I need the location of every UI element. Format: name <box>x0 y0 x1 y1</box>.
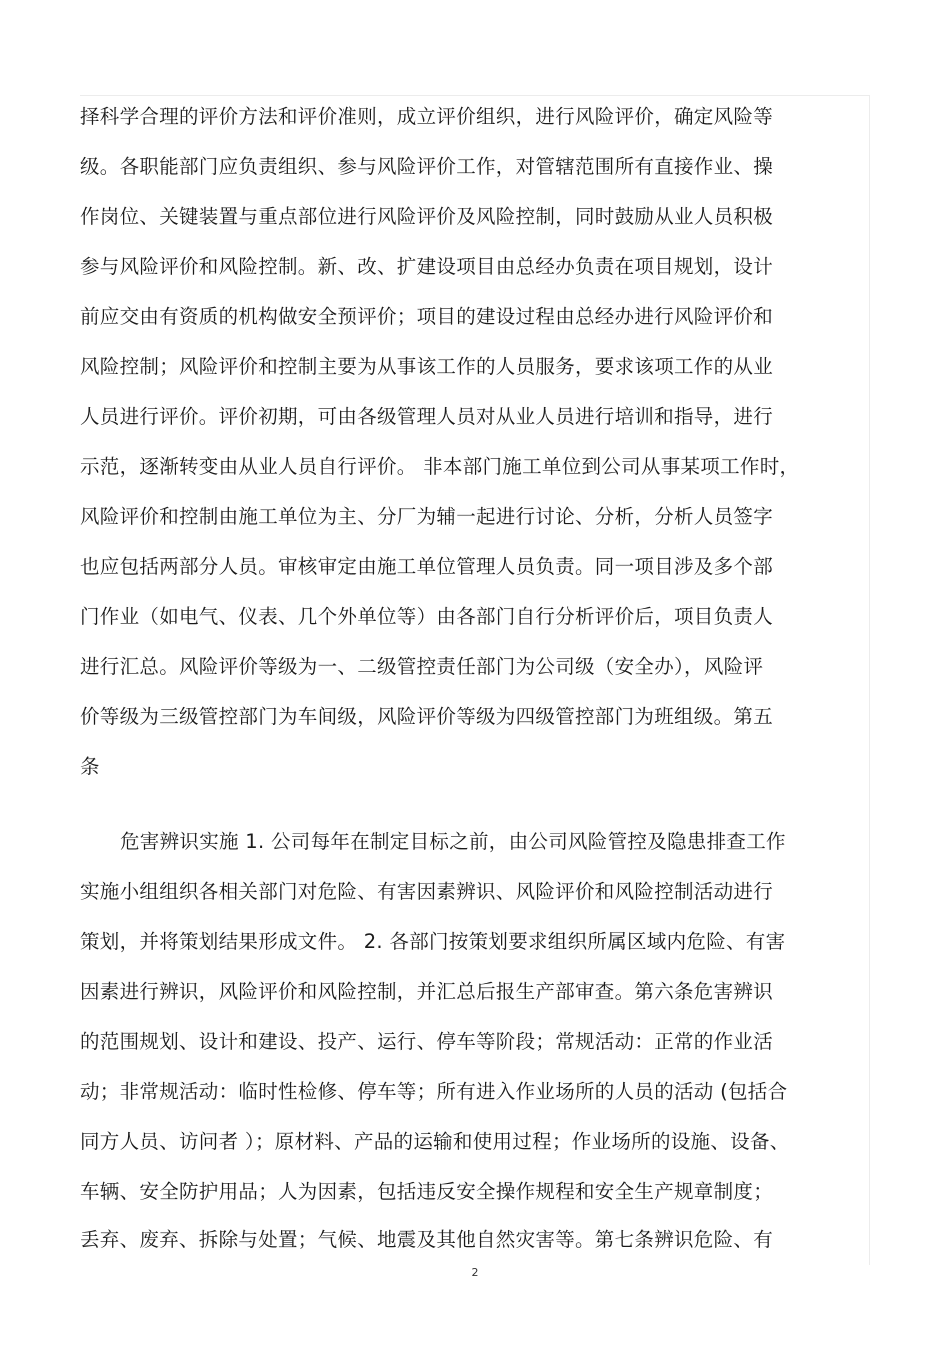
text-line: 实施小组组织各相关部门对危险、有害因素辨识、风险评价和风险控制活动进行 <box>80 880 774 903</box>
text-line: 条 <box>80 755 100 778</box>
page-border-right <box>869 95 870 1265</box>
paragraph-first-line: 危害辨识实施 1. 公司每年在制定目标之前，由公司风险管控及隐患排查工作 <box>120 830 786 853</box>
text-line: 前应交由有资质的机构做安全预评价；项目的建设过程由总经办进行风险评价和 <box>80 305 774 328</box>
text-line: 因素进行辨识，风险评价和风险控制，并汇总后报生产部审查。第六条危害辨识 <box>80 980 774 1003</box>
text-line: 作岗位、关键装置与重点部位进行风险评价及风险控制，同时鼓励从业人员积极 <box>80 205 774 228</box>
page-number: 2 <box>471 1266 479 1279</box>
text-line: 风险评价和控制由施工单位为主、分厂为辅一起进行讨论、分析，分析人员签字 <box>80 505 774 528</box>
text-line: 级。各职能部门应负责组织、参与风险评价工作，对管辖范围所有直接作业、操 <box>80 155 774 178</box>
text-line: 门作业（如电气、仪表、几个外单位等）由各部门自行分析评价后，项目负责人 <box>80 605 774 628</box>
text-line: 择科学合理的评价方法和评价准则，成立评价组织，进行风险评价，确定风险等 <box>80 105 774 128</box>
text-line: 丢弃、废弃、拆除与处置；气候、地震及其他自然灾害等。第七条辨识危险、有 <box>80 1228 774 1251</box>
text-line: 动；非常规活动：临时性检修、停车等；所有进入作业场所的人员的活动 (包括合 <box>80 1080 788 1103</box>
text-line: 参与风险评价和风险控制。新、改、扩建设项目由总经办负责在项目规划，设计 <box>80 255 774 278</box>
text-line: 车辆、安全防护用品；人为因素，包括违反安全操作规程和安全生产规章制度； <box>80 1180 774 1203</box>
text-line: 也应包括两部分人员。审核审定由施工单位管理人员负责。同一项目涉及多个部 <box>80 555 774 578</box>
text-line: 人员进行评价。评价初期，可由各级管理人员对从业人员进行培训和指导，进行 <box>80 405 774 428</box>
text-line: 风险控制；风险评价和控制主要为从事该工作的人员服务，要求该项工作的从业 <box>80 355 774 378</box>
text-line: 进行汇总。风险评价等级为一、二级管控责任部门为公司级（安全办），风险评 <box>80 655 764 678</box>
page-border-top <box>80 95 870 96</box>
text-line: 同方人员、访问者 ）；原材料、产品的运输和使用过程；作业场所的设施、设备、 <box>80 1130 790 1153</box>
text-line: 价等级为三级管控部门为车间级，风险评价等级为四级管控部门为班组级。第五 <box>80 705 774 728</box>
text-line: 策划，并将策划结果形成文件。 2. 各部门按策划要求组织所属区域内危险、有害 <box>80 930 786 953</box>
text-line: 的范围规划、设计和建设、投产、运行、停车等阶段；常规活动：正常的作业活 <box>80 1030 774 1053</box>
text-line: 示范，逐渐转变由从业人员自行评价。 非本部门施工单位到公司从事某项工作时， <box>80 455 800 478</box>
